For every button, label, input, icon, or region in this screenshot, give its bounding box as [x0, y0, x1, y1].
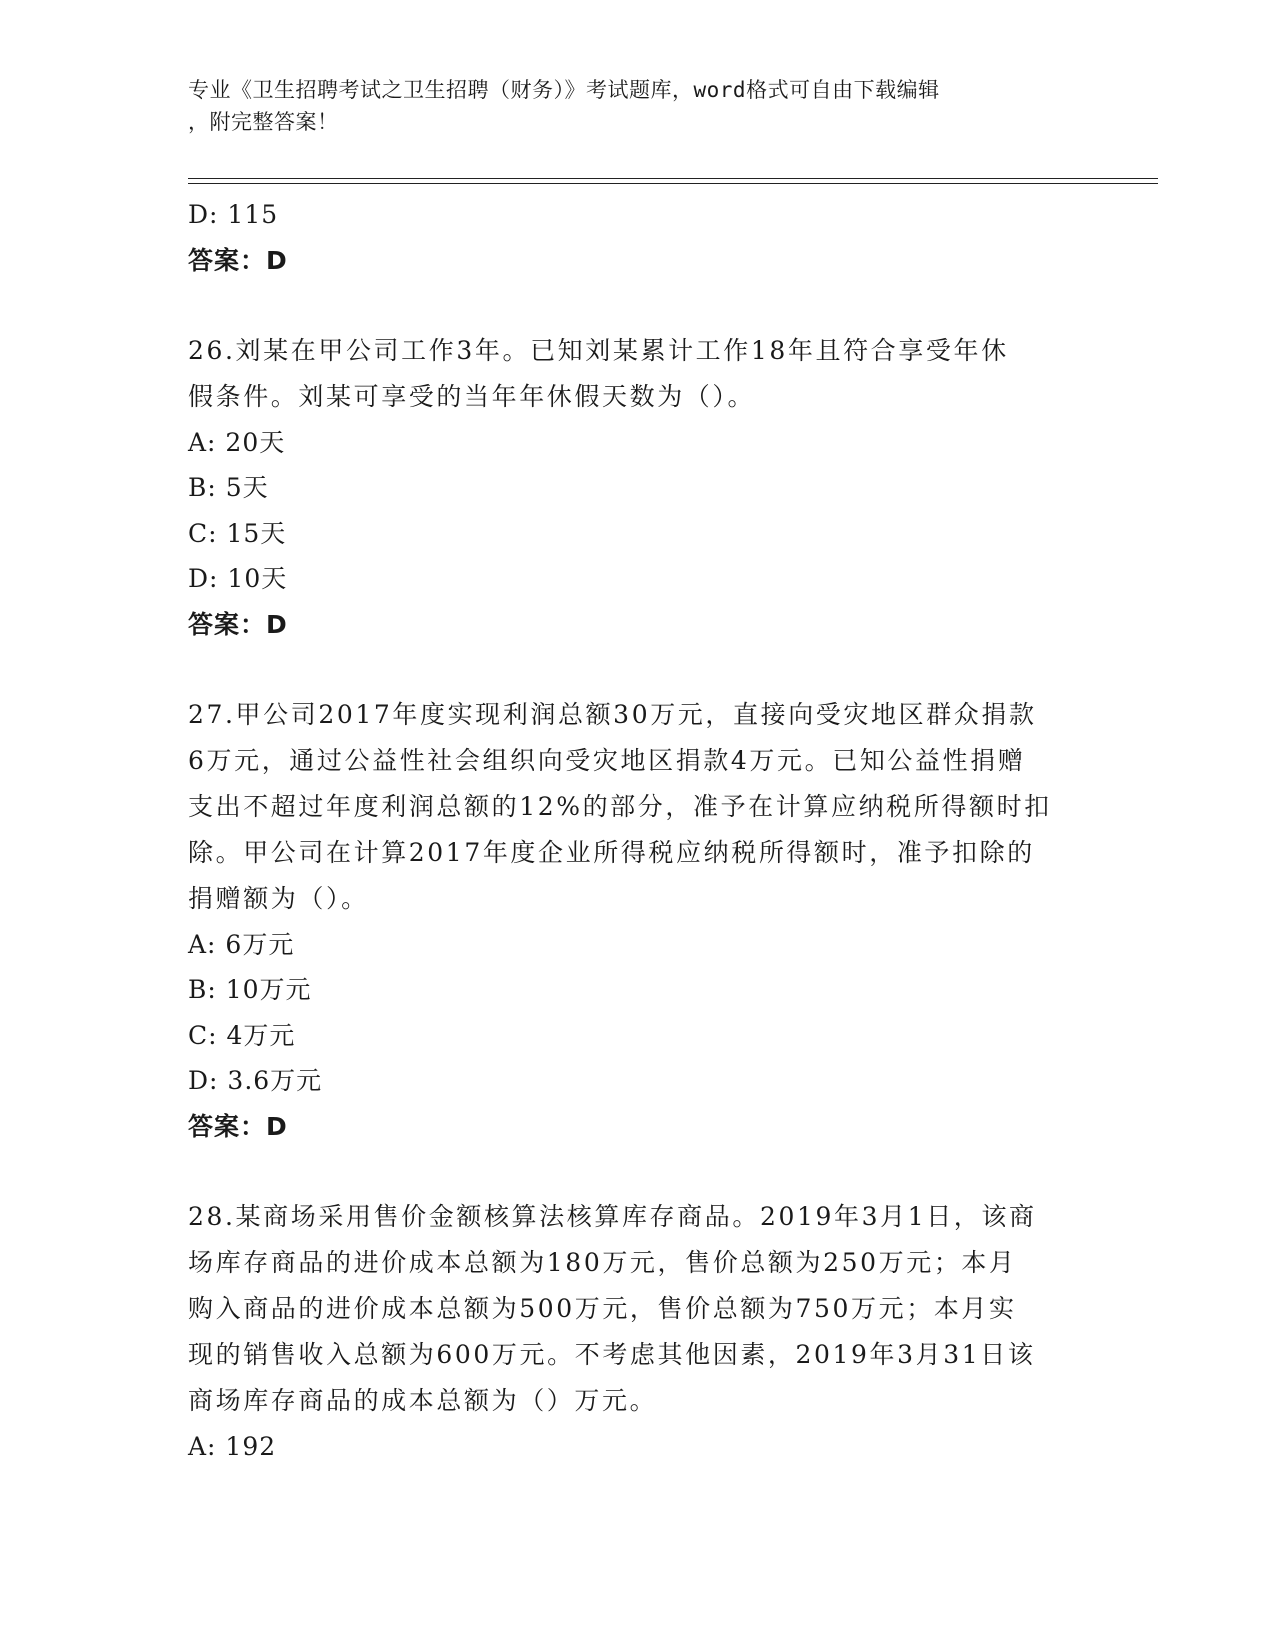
- answer-line: 答案：D: [188, 245, 288, 275]
- question-text-line: 26.刘某在甲公司工作3年。已知刘某累计工作18年且符合享受年休: [188, 335, 1009, 365]
- option-c: C: 15天: [188, 518, 287, 548]
- question-26: [188, 328, 1088, 647]
- option-d: D: 10天: [188, 564, 288, 593]
- answer-line: 答案：D: [188, 1111, 288, 1141]
- header-title-line: 专业《卫生招聘考试之卫生招聘（财务）》考试题库，word格式可自由下载编辑: [188, 78, 940, 102]
- question-25-tail: [188, 192, 1088, 283]
- page-header: [188, 74, 1088, 138]
- spacer: [188, 283, 1088, 328]
- option-a: A: 192: [188, 1431, 277, 1461]
- question-text-line: 6万元，通过公益性社会组织向受灾地区捐款4万元。已知公益性捐赠: [188, 745, 1026, 775]
- question-text-line: 27.甲公司2017年度实现利润总额30万元，直接向受灾地区群众捐款: [188, 699, 1037, 729]
- option-a: A: 20天: [188, 427, 286, 457]
- question-text-line: 假条件。刘某可享受的当年年休假天数为（）。: [188, 381, 756, 411]
- option-c: C: 4万元: [188, 1020, 296, 1050]
- question-text-line: 除。甲公司在计算2017年度企业所得税应纳税所得额时，准予扣除的: [188, 837, 1035, 867]
- header-divider-bottom: [188, 183, 1158, 184]
- option-a: A: 6万元: [188, 929, 295, 959]
- question-list: [188, 192, 1088, 1469]
- spacer: [188, 647, 1088, 692]
- header-title-line-continued: ，附完整答案！: [188, 110, 339, 134]
- option-b: B: 5天: [188, 473, 269, 502]
- question-27: [188, 692, 1088, 1149]
- question-text-line: 商场库存商品的成本总额为（）万元。: [188, 1385, 658, 1415]
- question-text-line: 购入商品的进价成本总额为500万元，售价总额为750万元；本月实: [188, 1293, 1017, 1323]
- question-text-line: 现的销售收入总额为600万元。不考虑其他因素，2019年3月31日该: [188, 1339, 1036, 1369]
- option-b: B: 10万元: [188, 975, 312, 1004]
- option-d: D: 3.6万元: [188, 1066, 323, 1095]
- header-divider-top: [188, 178, 1158, 179]
- question-text-line: 捐赠额为（）。: [188, 883, 369, 913]
- answer-line: 答案：D: [188, 609, 288, 639]
- question-text-line: 支出不超过年度利润总额的12%的部分，准予在计算应纳税所得额时扣: [188, 791, 1052, 821]
- question-text-line: 28.某商场采用售价金额核算法核算库存商品。2019年3月1日，该商: [188, 1201, 1037, 1231]
- question-28: [188, 1194, 1088, 1470]
- question-text-line: 场库存商品的进价成本总额为180万元，售价总额为250万元；本月: [188, 1247, 1017, 1277]
- option-d: D: 115: [188, 200, 279, 229]
- spacer: [188, 1149, 1088, 1194]
